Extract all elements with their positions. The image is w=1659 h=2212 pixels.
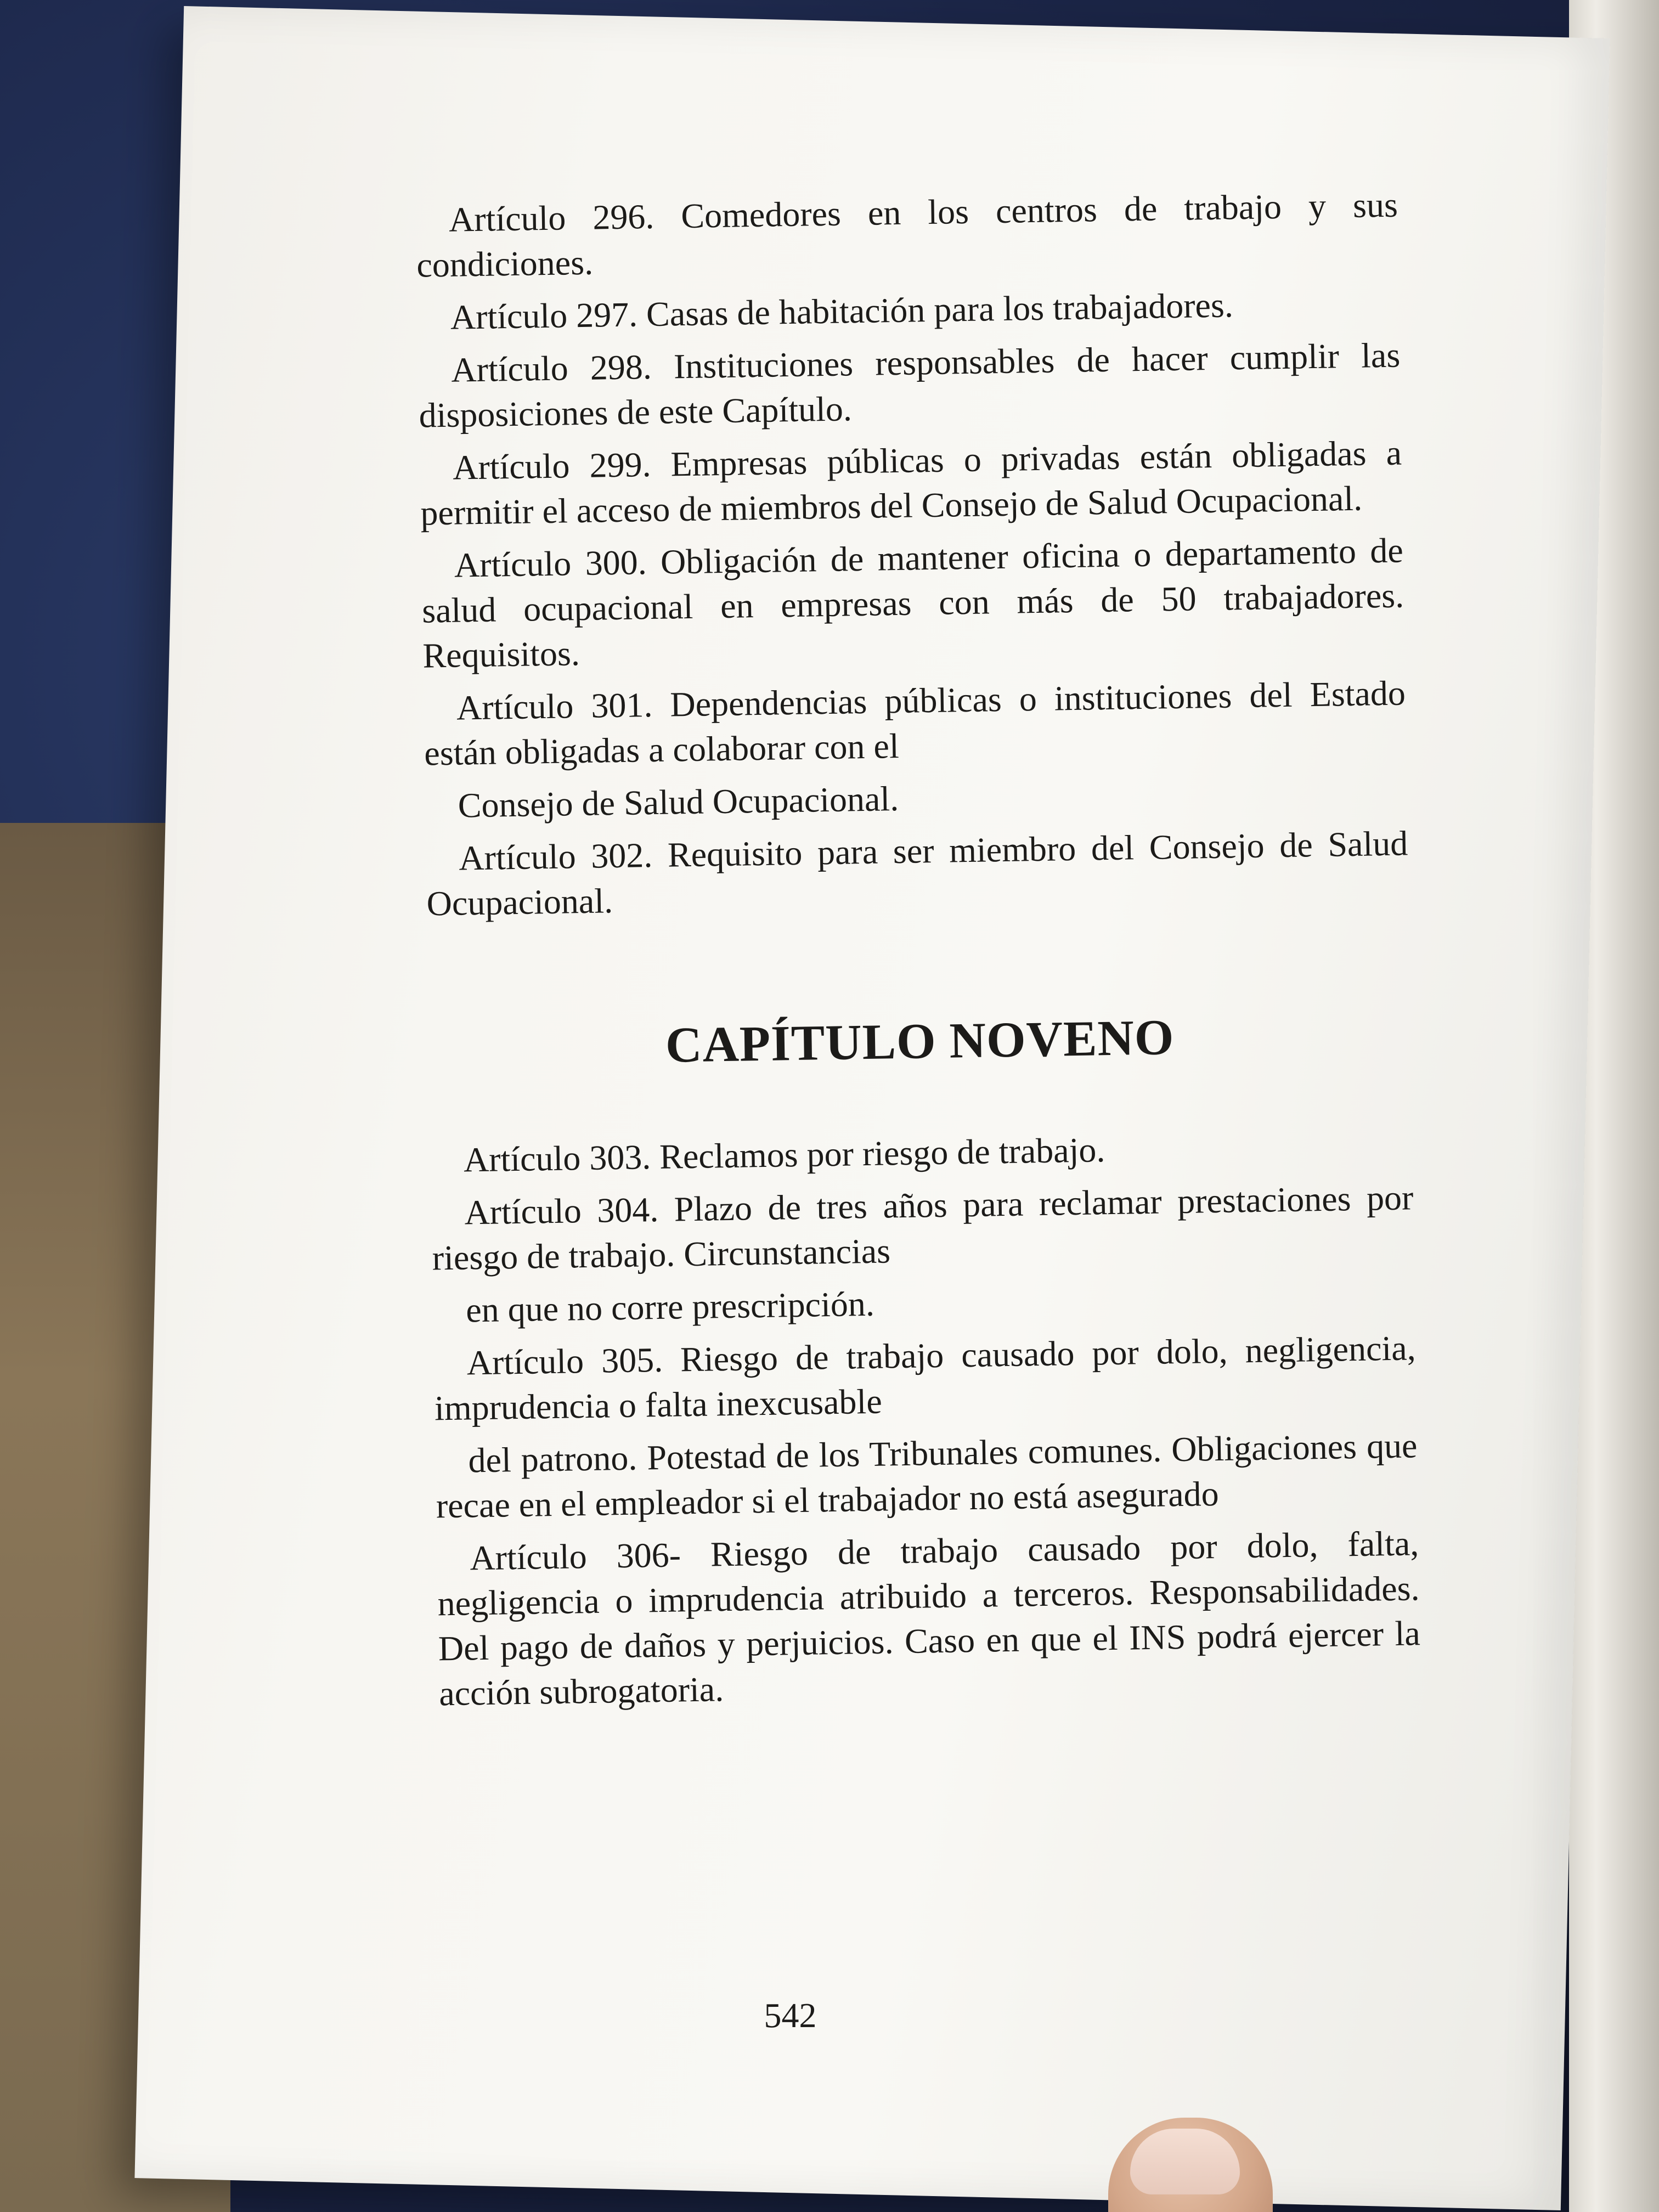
page-text-block bbox=[415, 183, 1421, 1724]
chapter-title: CAPÍTULO NOVENO bbox=[665, 1009, 1175, 1073]
article-305: Artículo 305. Riesgo de trabajo causado por dolo, negligencia, imprudencia o falta inexcusable bbox=[434, 1328, 1417, 1428]
article-306: Artículo 306- Riesgo de trabajo causado por dolo, falta, negligencia o imprudencia atribuido a terceros. Responsabilidades. Del pago de daños y perjuicios. Caso en que el INS podrá ejercer la acción subrogatoria. bbox=[437, 1523, 1421, 1713]
thumbnail-nail bbox=[1130, 2129, 1240, 2194]
article-300: Artículo 300. Obligación de mantener oficina o departamento de salud ocupacional en empresas con más de 50 trabajadores. Requisitos. bbox=[421, 531, 1404, 675]
article-305-continuation: del patrono. Potestad de los Tribunales comunes. Obligaciones que recae en el empleador si el trabajador no está asegurado bbox=[436, 1426, 1418, 1526]
article-303: Artículo 303. Reclamos por riesgo de trabajo. bbox=[463, 1130, 1105, 1180]
article-296: Artículo 296. Comedores en los centros de trabajo y sus condiciones. bbox=[416, 185, 1398, 285]
article-301-continuation: Consejo de Salud Ocupacional. bbox=[458, 778, 899, 825]
article-298: Artículo 298. Instituciones responsables de hacer cumplir las disposiciones de este Capítulo. bbox=[419, 335, 1401, 435]
article-297: Artículo 297. Casas de habitación para los trabajadores. bbox=[450, 285, 1234, 337]
article-302: Artículo 302. Requisito para ser miembro del Consejo de Salud Ocupacional. bbox=[426, 823, 1408, 923]
article-301: Artículo 301. Dependencias públicas o instituciones del Estado están obligadas a colaborar con el bbox=[424, 673, 1406, 773]
article-304: Artículo 304. Plazo de tres años para reclamar prestaciones por riesgo de trabajo. Circunstancias bbox=[432, 1178, 1414, 1278]
article-299: Artículo 299. Empresas públicas o privadas están obligadas a permitir el acceso de miembros del Consejo de Salud Ocupacional. bbox=[420, 433, 1402, 533]
page-number: 542 bbox=[764, 1995, 817, 2035]
article-304-continuation: en que no corre prescripción. bbox=[465, 1284, 875, 1330]
book-page bbox=[134, 6, 1610, 2210]
